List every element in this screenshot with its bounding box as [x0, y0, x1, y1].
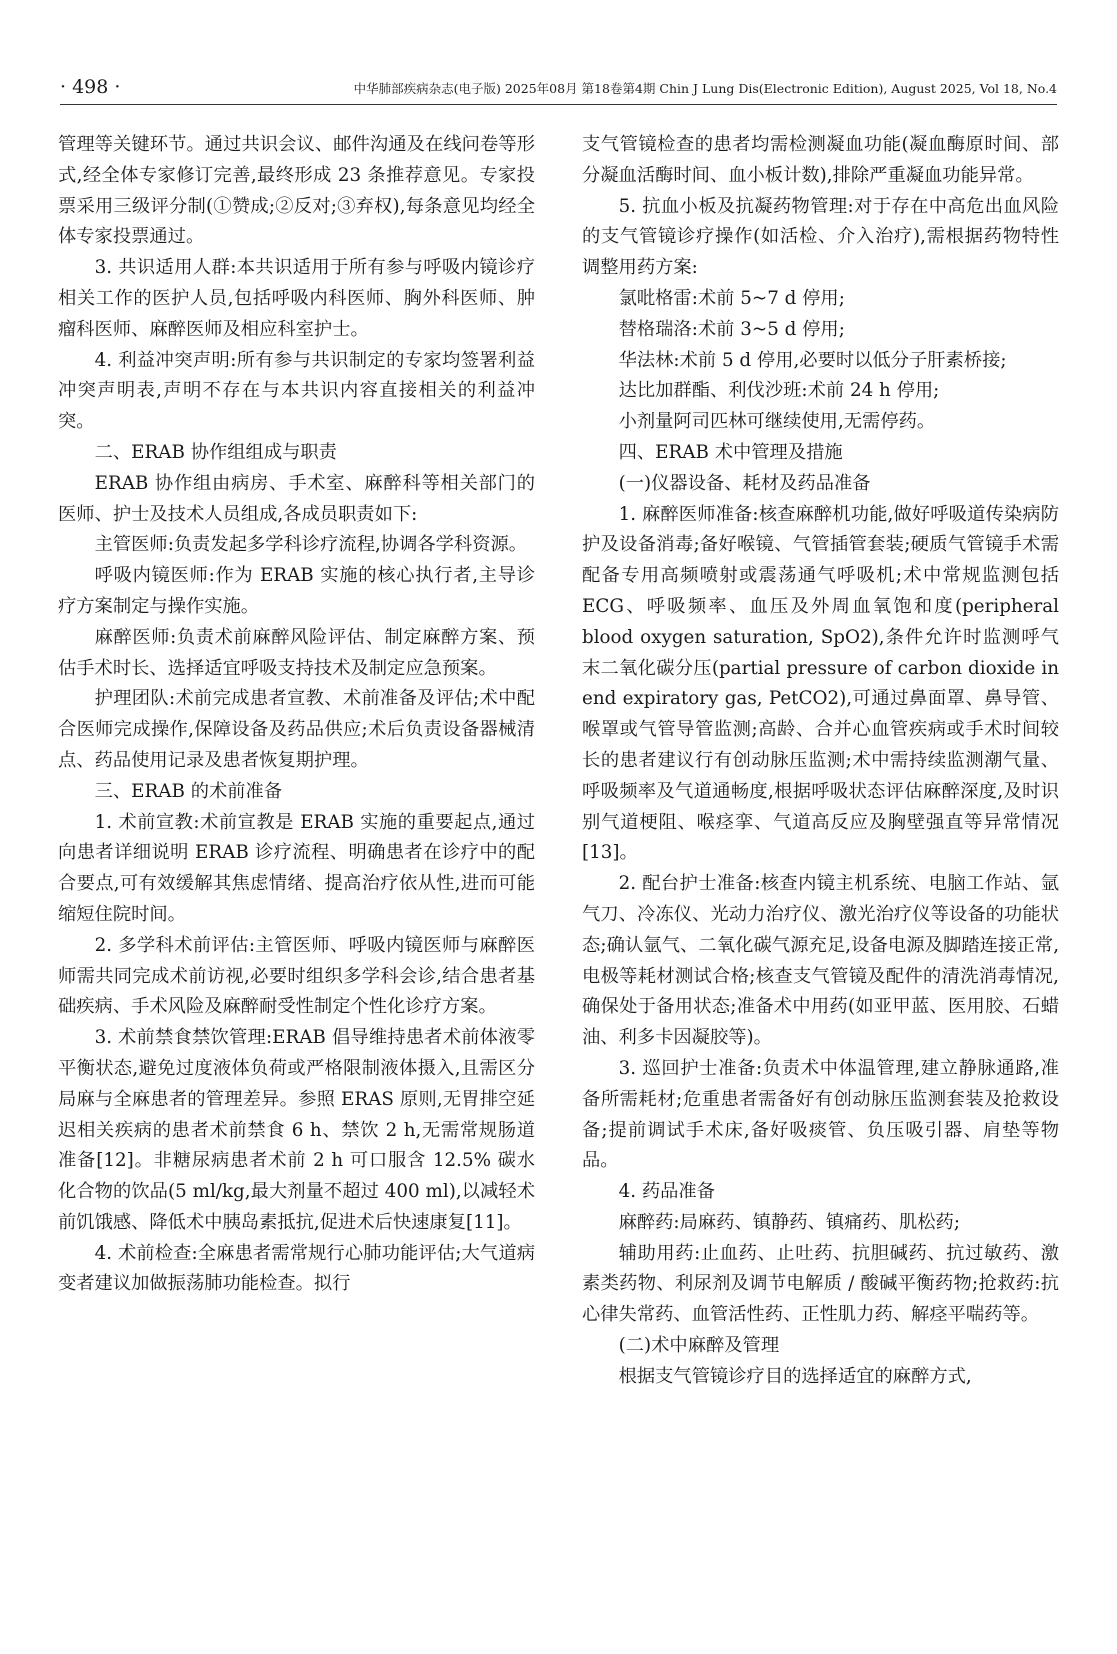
paragraph: 管理等关键环节。通过共识会议、邮件沟通及在线问卷等形式,经全体专家修订完善,最终形成 23 条推荐意见。专家投票采用三级评分制(①赞成;②反对;③弃权),每条意见均经全体专家投票通过。: [58, 134, 535, 248]
paragraph: 支气管镜检查的患者均需检测凝血功能(凝血酶原时间、部分凝血活酶时间、血小板计数),排除严重凝血功能异常。: [582, 134, 1059, 186]
paragraph: (一)仪器设备、耗材及药品准备: [618, 472, 871, 494]
paragraph: 三、ERAB 的术前准备: [94, 780, 283, 802]
paragraph: 5. 抗血小板及抗凝药物管理:对于存在中高危出血风险的支气管镜诊疗操作(如活检、介入治疗),需根据药物特性调整用药方案:: [582, 195, 1059, 279]
paragraph: 4. 药品准备: [618, 1181, 715, 1203]
left-column: [58, 130, 535, 1300]
paragraph: 氯吡格雷:术前 5~7 d 停用;: [618, 287, 845, 309]
paragraph: 4. 利益冲突声明:所有参与共识制定的专家均签署利益冲突声明表,声明不存在与本共识内容直接相关的利益冲突。: [58, 349, 535, 433]
paragraph: 达比加群酯、利伐沙班:术前 24 h 停用;: [618, 380, 940, 402]
running-header: [60, 70, 1057, 105]
paragraph: 麻醉药:局麻药、镇静药、镇痛药、肌松药;: [618, 1211, 960, 1233]
page-number: · 498 ·: [60, 76, 121, 98]
paragraph: 1. 术前宣教:术前宣教是 ERAB 实施的重要起点,通过向患者详细说明 ERAB 诊疗流程、明确患者在诊疗中的配合要点,可有效缓解其焦虑情绪、提高治疗依从性,进而可能缩短住院时间。: [58, 811, 535, 925]
paragraph: 二、ERAB 协作组组成与职责: [94, 441, 337, 463]
paragraph: 3. 共识适用人群:本共识适用于所有参与呼吸内镜诊疗相关工作的医护人员,包括呼吸内科医师、胸外科医师、肿瘤科医师、麻醉医师及相应科室护士。: [58, 257, 535, 340]
paragraph: 麻醉医师:负责术前麻醉风险评估、制定麻醉方案、预估手术时长、选择适宜呼吸支持技术及制定应急预案。: [58, 626, 535, 679]
paragraph: 护理团队:术前完成患者宣教、术前准备及评估;术中配合医师完成操作,保障设备及药品供应;术后负责设备器械清点、药品使用记录及患者恢复期护理。: [58, 688, 535, 771]
paragraph: ERAB 协作组由病房、手术室、麻醉科等相关部门的医师、护士及技术人员组成,各成员职责如下:: [58, 472, 535, 525]
paragraph: 1. 麻醉医师准备:核查麻醉机功能,做好呼吸道传染病防护及设备消毒;备好喉镜、气管插管套装;硬质气管镜手术需配备专用高频喷射或震荡通气呼吸机;术中常规监测包括 ECG、呼吸频率、血压及外周血氧饱和度(peripheral blood oxygen saturation, SpO2),条件允许时监测呼气末二氧化碳分压(partial pressure of carbon dioxide in end expiratory gas, PetCO2),可通过鼻面罩、鼻导管、喉罩或气管导管监测;高龄、合并心血管疾病或手术时间较长的患者建议行有创动脉压监测;术中需持续监测潮气量、呼吸频率及气道通畅度,根据呼吸状态评估麻醉深度,及时识别气道梗阻、喉痉挛、气道高反应及胸壁强直等异常情况[13]。: [582, 503, 1059, 864]
paragraph: 2. 配台护士准备:核查内镜主机系统、电脑工作站、氩气刀、冷冻仪、光动力治疗仪、激光治疗仪等设备的功能状态;确认氩气、二氧化碳气源充足,设备电源及脚踏连接正常,电极等耗材测试合格;核查支气管镜及配件的清洗消毒情况,确保处于备用状态;准备术中用药(如亚甲蓝、医用胶、石蜡油、利多卡因凝胶等)。: [582, 873, 1059, 1049]
paragraph: (二)术中麻醉及管理: [618, 1335, 780, 1357]
journal-citation: 中华肺部疾病杂志(电子版) 2025年08月 第18卷第4期 Chin J Lung Dis(Electronic Edition), August 2025, Vol 18, No.4: [353, 81, 1057, 96]
paragraph: 辅助用药:止血药、止吐药、抗胆碱药、抗过敏药、激素类药物、利尿剂及调节电解质 / 酸碱平衡药物;抢救药:抗心律失常药、血管活性药、正性肌力药、解痉平喘药等。: [582, 1242, 1059, 1326]
paragraph: 华法林:术前 5 d 停用,必要时以低分子肝素桥接;: [618, 349, 1007, 371]
paragraph: 四、ERAB 术中管理及措施: [618, 441, 843, 463]
paragraph: 4. 术前检查:全麻患者需常规行心肺功能评估;大气道病变者建议加做振荡肺功能检查。拟行: [58, 1242, 535, 1295]
paragraph: 3. 巡回护士准备:负责术中体温管理,建立静脉通路,准备所需耗材;危重患者需备好有创动脉压监测套装及抢救设备;提前调试手术床,备好吸痰管、负压吸引器、肩垫等物品。: [582, 1057, 1059, 1172]
paragraph: 根据支气管镜诊疗目的选择适宜的麻醉方式,: [618, 1365, 972, 1387]
paragraph: 替格瑞洛:术前 3~5 d 停用;: [618, 318, 845, 340]
right-column: [582, 130, 1059, 1393]
paragraph: 2. 多学科术前评估:主管医师、呼吸内镜医师与麻醉医师需共同完成术前访视,必要时组织多学科会诊,结合患者基础疾病、手术风险及麻醉耐受性制定个性化诊疗方案。: [58, 934, 535, 1018]
paragraph: 小剂量阿司匹林可继续使用,无需停药。: [618, 411, 936, 433]
paragraph: 呼吸内镜医师:作为 ERAB 实施的核心执行者,主导诊疗方案制定与操作实施。: [58, 565, 535, 617]
paragraph: 主管医师:负责发起多学科诊疗流程,协调各学科资源。: [94, 534, 528, 556]
paragraph: 3. 术前禁食禁饮管理:ERAB 倡导维持患者术前体液零平衡状态,避免过度液体负荷或严格限制液体摄入,且需区分局麻与全麻患者的管理差异。参照 ERAS 原则,无胃排空延迟相关疾病的患者术前禁食 6 h、禁饮 2 h,无需常规肠道准备[12]。非糖尿病患者术前 2 h 可口服含 12.5% 碳水化合物的饮品(5 ml/kg,最大剂量不超过 400 ml),以减轻术前饥饿感、降低术中胰岛素抵抗,促进术后快速康复[11]。: [58, 1027, 535, 1233]
